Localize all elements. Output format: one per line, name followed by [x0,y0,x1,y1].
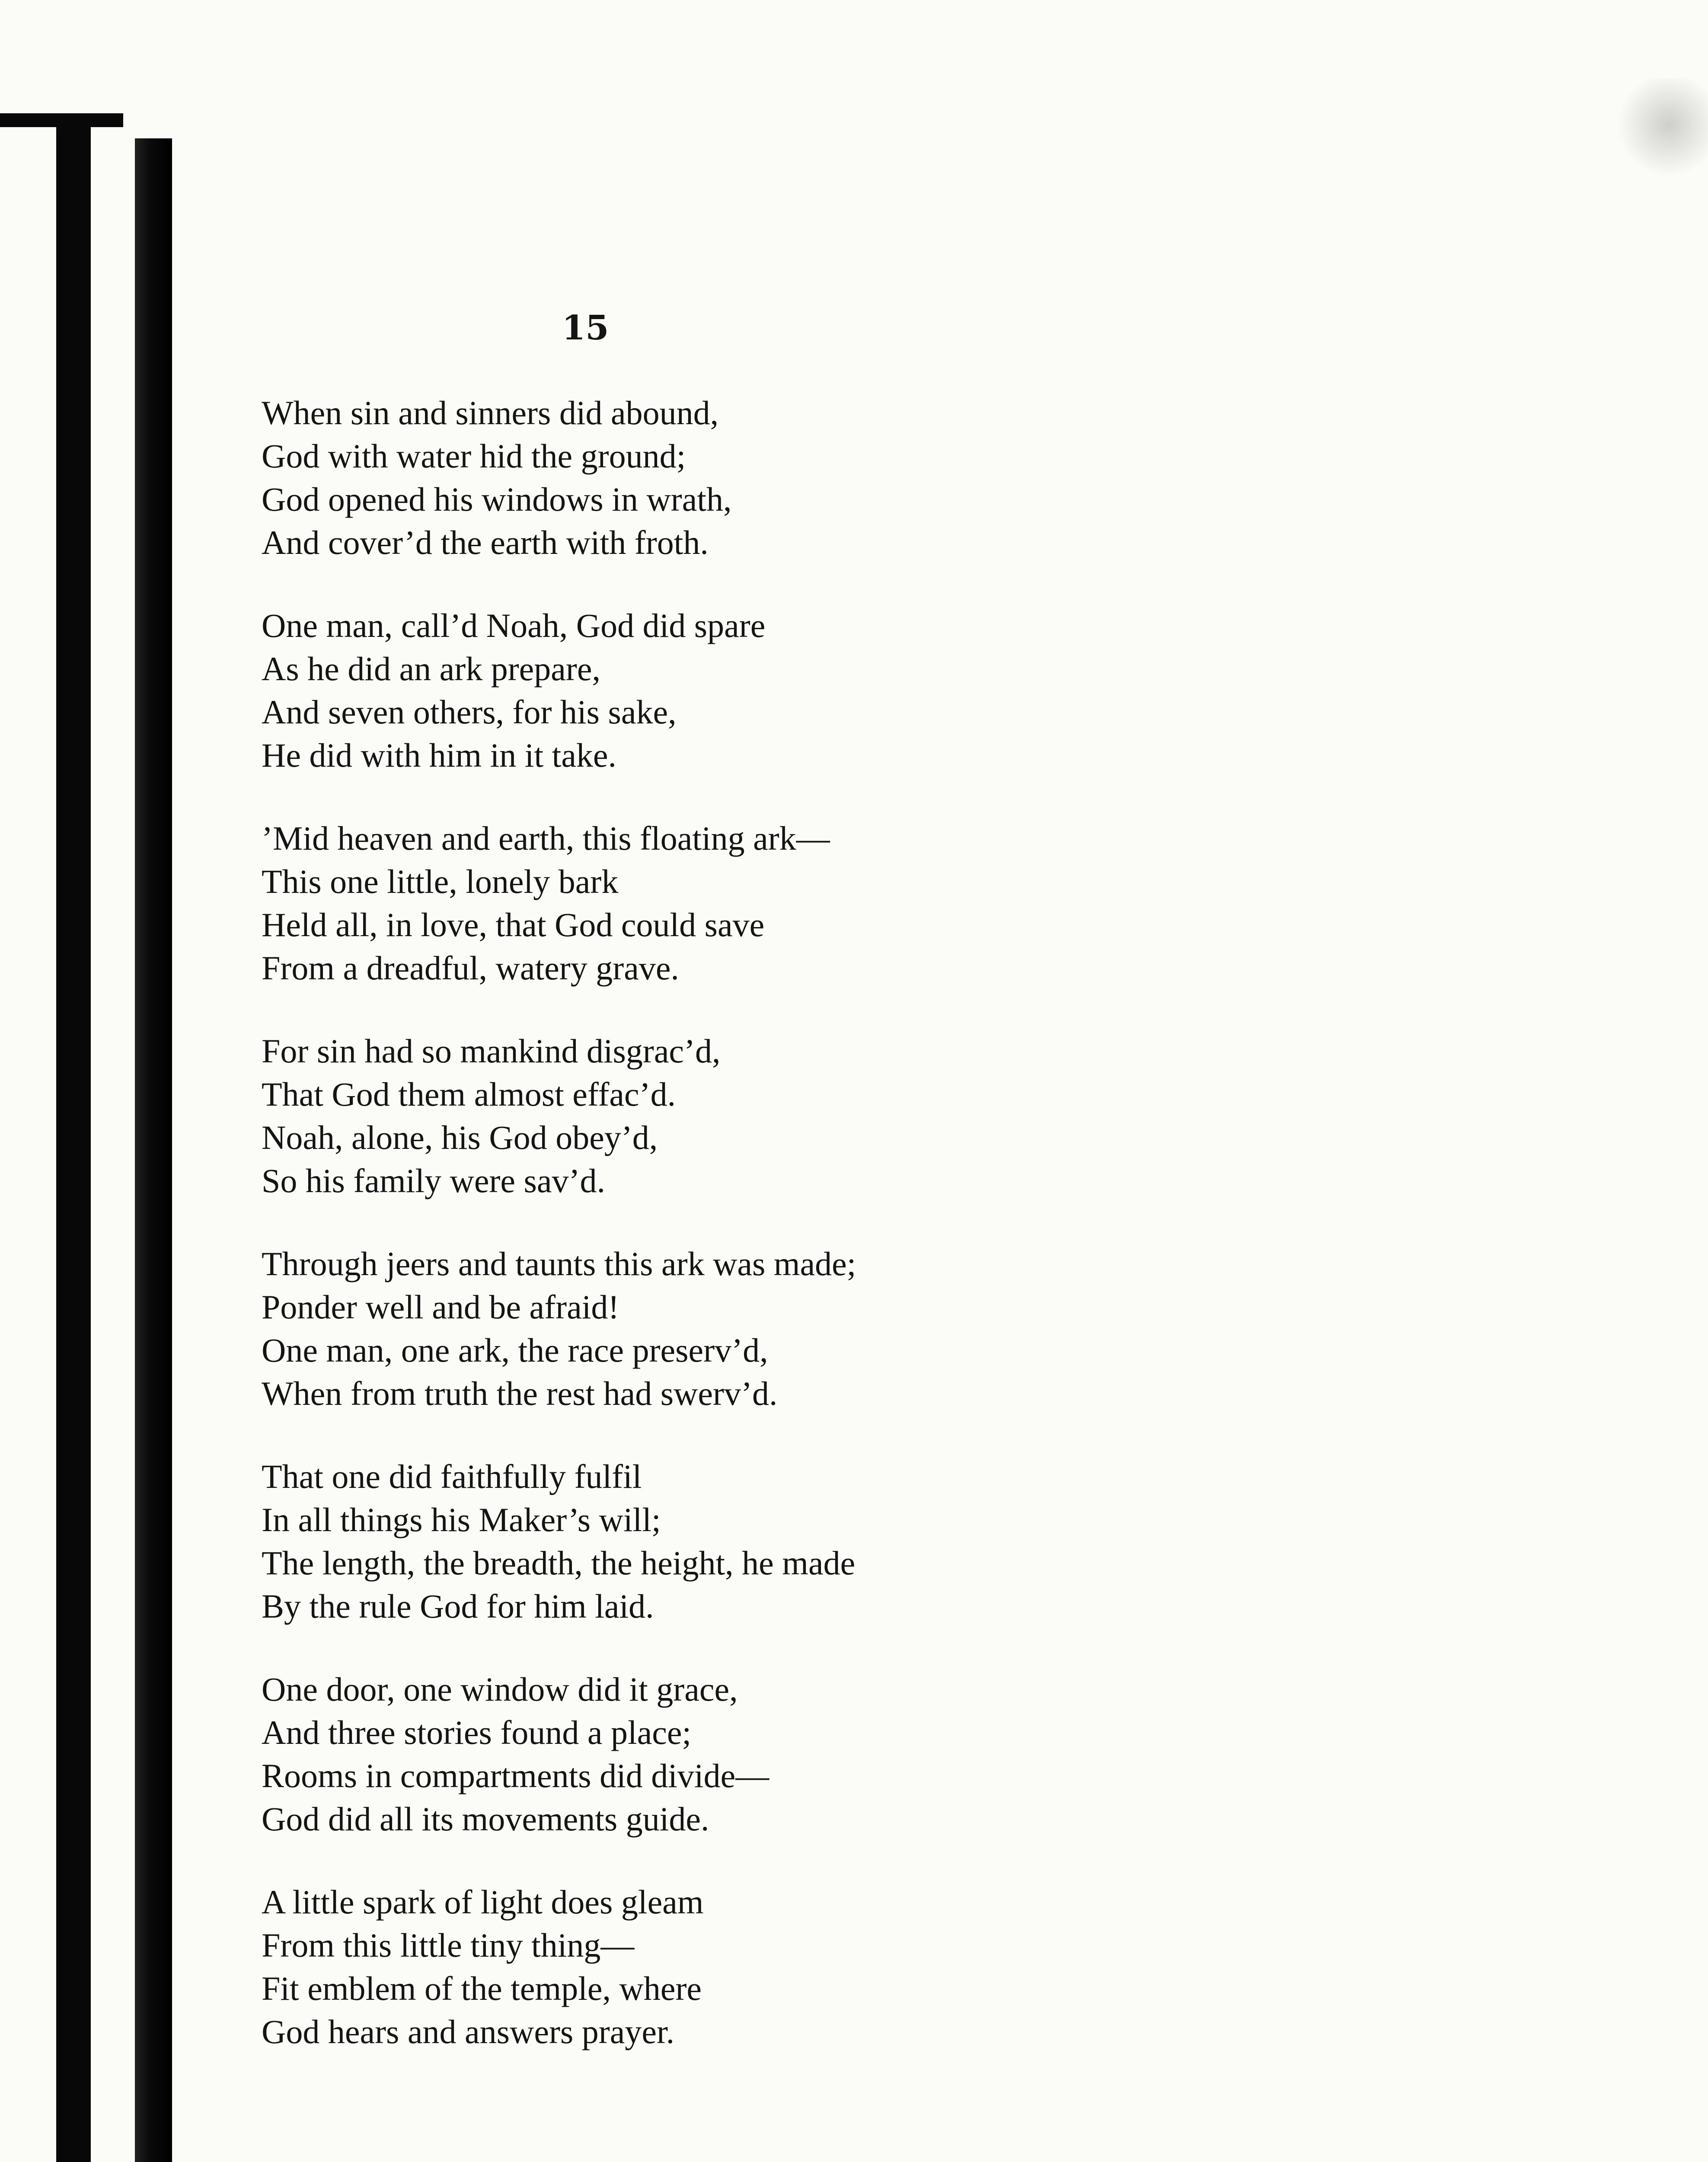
poem-line: God hears and answers prayer. [262,2013,675,2050]
stanza [262,1030,1472,1203]
poem-line: A little spark of light does gleam [262,1883,704,1921]
poem-line: For sin had so mankind disgrac’d, [262,1032,721,1070]
poem-line: Rooms in compartments did divide— [262,1757,769,1794]
stanza [262,1881,1472,2053]
poem-line: So his family were sav’d. [262,1162,606,1199]
poem-line: Through jeers and taunts this ark was made; [262,1245,856,1282]
poem-line: When sin and sinners did abound, [262,394,719,432]
poem-line: That God them almost effac’d. [262,1075,676,1113]
poem-line: Held all, in love, that God could save [262,906,765,943]
poem-line: In all things his Maker’s will; [262,1501,661,1538]
binding-shadow [135,138,172,2162]
poem-line: God did all its movements guide. [262,1800,709,1838]
stanza [262,817,1472,990]
stanza [262,391,1472,564]
poem-line: From a dreadful, watery grave. [262,949,679,987]
poem-line: One man, one ark, the race preserv’d, [262,1331,768,1369]
poem-line: And cover’d the earth with froth. [262,524,709,561]
poem-line: God with water hid the ground; [262,437,686,475]
scan-noise [1449,78,1708,2162]
poem-line: He did with him in it take. [262,736,617,774]
poem-line: The length, the breadth, the height, he made [262,1544,856,1582]
poem-line: From this little tiny thing— [262,1926,635,1964]
poem-line: And three stories found a place; [262,1714,692,1751]
poem-line: One door, one window did it grace, [262,1670,738,1708]
poem-line: Noah, alone, his God obey’d, [262,1119,658,1156]
stanza [262,604,1472,777]
stanza [262,1242,1472,1415]
poem-line: Fit emblem of the temple, where [262,1970,702,2007]
poem-line: Ponder well and be afraid! [262,1288,619,1326]
poem-line: And seven others, for his sake, [262,693,677,731]
poem-line: As he did an ark prepare, [262,650,600,688]
binding-edge [56,117,91,2162]
stanza [262,1668,1472,1841]
poem-line: By the rule God for him laid. [262,1587,654,1625]
poem-line: That one did faithfully fulfil [262,1458,642,1495]
poem-line: God opened his windows in wrath, [262,480,732,518]
poem-line: ’Mid heaven and earth, this floating ark— [262,819,830,857]
stanza [262,1455,1472,1628]
poem-line: This one little, lonely bark [262,863,619,900]
poem-line: One man, call’d Noah, God did spare [262,607,766,644]
page-number: 15 [562,308,609,348]
poem-line: When from truth the rest had swerv’d. [262,1375,778,1412]
poem [262,391,1472,2093]
